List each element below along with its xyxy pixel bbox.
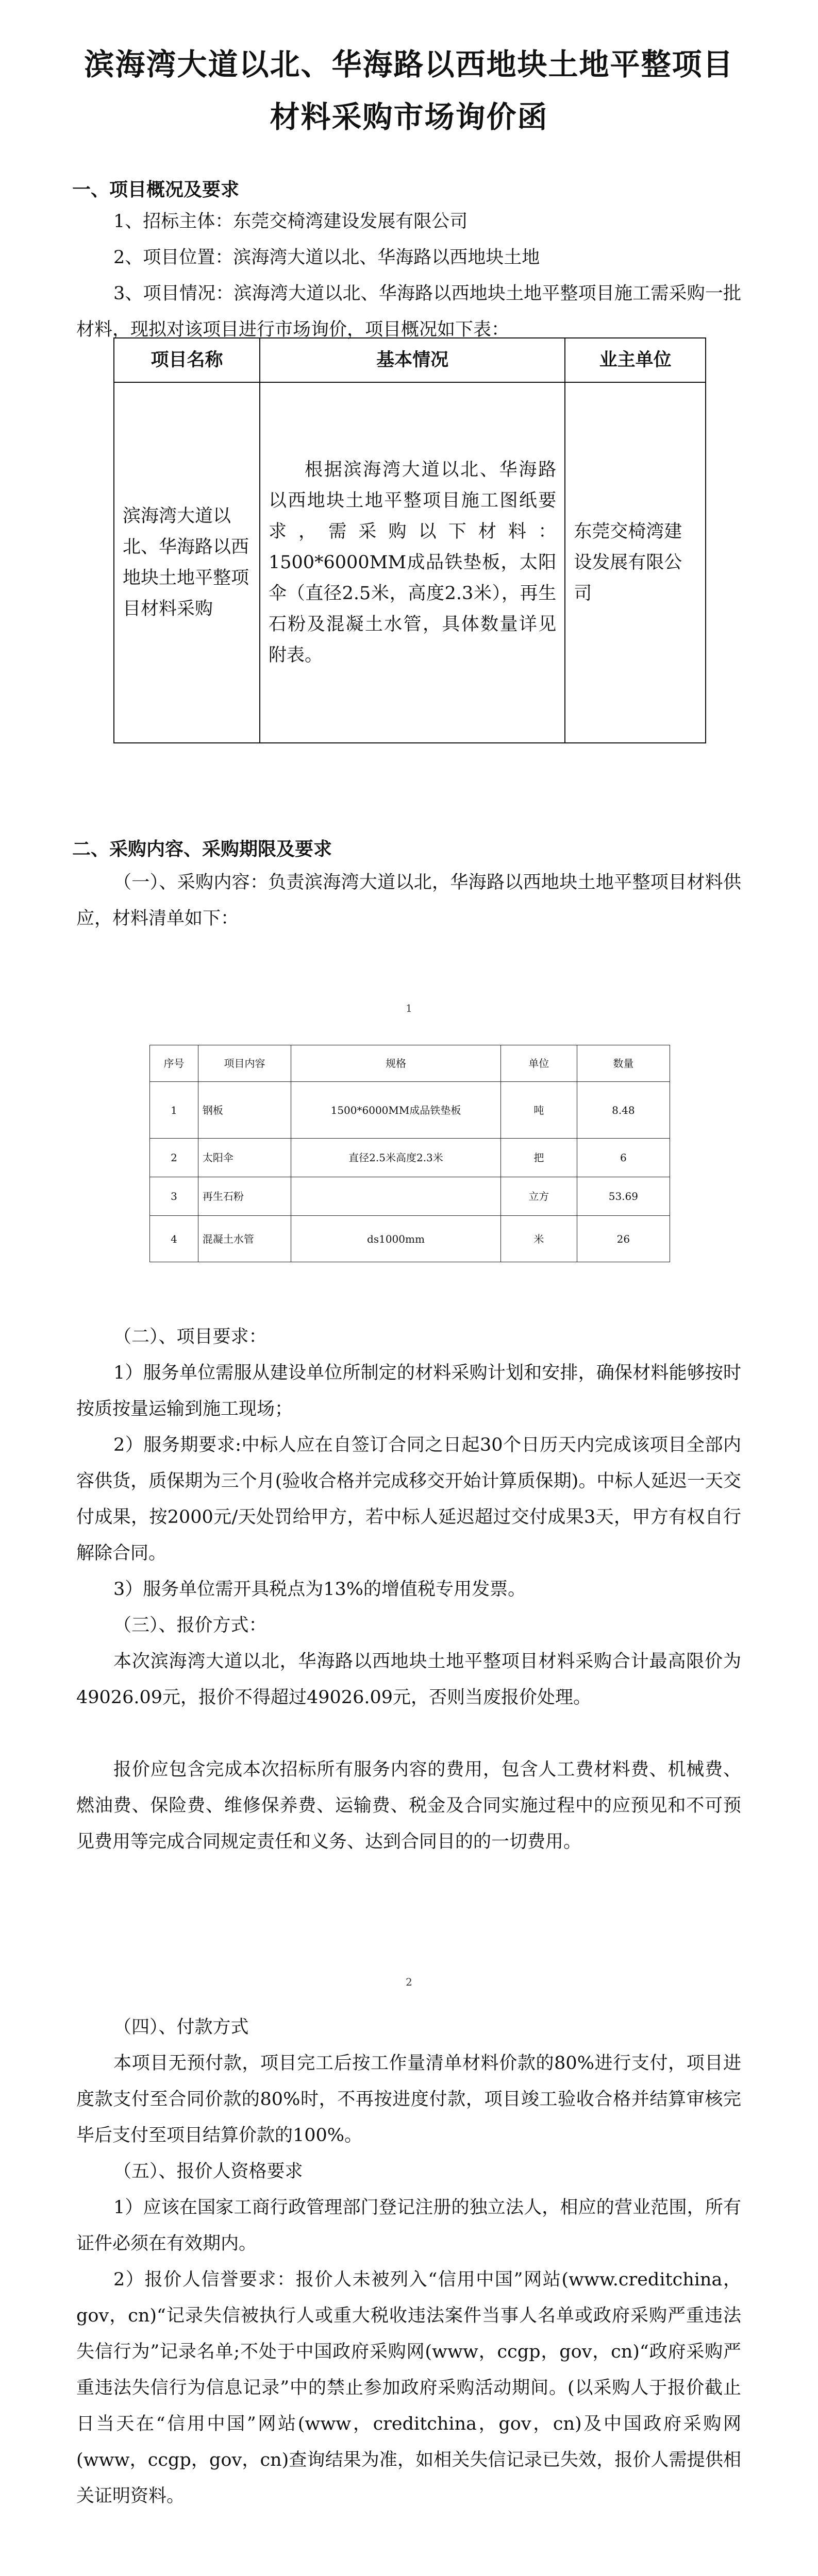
table-cell: 1 xyxy=(150,1082,198,1139)
s1-item1: 1、招标主体：东莞交椅湾建设发展有限公司 xyxy=(113,211,468,232)
material-list-table xyxy=(149,1045,670,1262)
table-header-cell: 数量 xyxy=(577,1045,670,1082)
table-cell: 4 xyxy=(150,1216,198,1262)
table-cell: 吨 xyxy=(500,1082,577,1139)
s2-requirements-heading: （二）、项目要求： xyxy=(113,1327,267,1347)
s2-qual2: 2）报价人信誉要求：报价人未被列入“信用中国”网站(www.creditchina，gov，cn)“记录失信被执行人或重大税收违法案件当事人名单或政府采购严重违法失信行为”记录名单;不处于中国政府采购网(www，ccgp，gov，cn)“政府采购严重违法失信行为信息记录”中的禁止参加政府采购活动期间。(以采购人于报价截止日当天在“信用中国”网站(www，creditchina，gov，cn)及中国政府采购网(www，ccgp，gov，cn)查询结果为准，如相关失信记录已失效，报价人需提供相关证明资料。 xyxy=(76,2269,741,2506)
section1-heading: 一、项目概况及要求 xyxy=(72,179,240,200)
table-cell: 混凝土水管 xyxy=(198,1216,291,1262)
table-cell: 钢板 xyxy=(198,1082,291,1139)
doc-title-line1: 滨海湾大道以北、华海路以西地块土地平整项目 xyxy=(84,47,734,82)
table-header-row xyxy=(114,338,706,382)
table-cell: 立方 xyxy=(500,1177,577,1216)
project-desc-cell: 根据滨海湾大道以北、华海路以西地块土地平整项目施工图纸要求，需采购以下材料：1500*6000MM成品铁垫板，太阳伞（直径2.5米，高度2.3米），再生石粉及混凝土水管，具体数量详见附表。 xyxy=(260,382,565,743)
s2-scope: （一）、采购内容：负责滨海湾大道以北，华海路以西地块土地平整项目材料供应，材料清单如下： xyxy=(76,872,741,929)
table-header-cell: 业主单位 xyxy=(565,338,706,382)
table-header-cell: 规格 xyxy=(291,1045,501,1082)
s2-quote-scope: 报价应包含完成本次招标所有服务内容的费用，包含人工费材料费、机械费、燃油费、保险费、维修保养费、运输费、税金及合同实施过程中的应预见和不可预见费用等完成合同规定责任和义务、达到合同目的的一切费用。 xyxy=(76,1759,741,1852)
project-overview-table xyxy=(113,337,706,743)
s2-payment-heading: （四）、付款方式 xyxy=(113,2017,249,2038)
table-cell: 26 xyxy=(577,1216,670,1262)
table-row xyxy=(114,382,706,743)
table-header-cell: 基本情况 xyxy=(260,338,565,382)
table-header-row xyxy=(150,1045,670,1082)
table-cell: 53.69 xyxy=(577,1177,670,1216)
table-header-cell: 序号 xyxy=(150,1045,198,1082)
s1-item3: 3、项目情况：滨海湾大道以北、华海路以西地块土地平整项目施工需采购一批材料，现拟对该项目进行市场询价，项目概况如下表： xyxy=(76,283,741,340)
s2-quote-limit: 本次滨海湾大道以北，华海路以西地块土地平整项目材料采购合计最高限价为49026.09元，报价不得超过49026.09元，否则当废报价处理。 xyxy=(76,1651,741,1708)
s2-qualification-heading: （五）、报价人资格要求 xyxy=(113,2161,303,2182)
table-header-cell: 项目内容 xyxy=(198,1045,291,1082)
table-cell: 2 xyxy=(150,1139,198,1177)
table-cell: 8.48 xyxy=(577,1082,670,1139)
table-cell: 太阳伞 xyxy=(198,1139,291,1177)
table-row xyxy=(150,1177,670,1216)
s2-quote-heading: （三）、报价方式： xyxy=(113,1615,267,1636)
table-cell: 3 xyxy=(150,1177,198,1216)
table-cell: 6 xyxy=(577,1139,670,1177)
table-cell: 直径2.5米高度2.3米 xyxy=(291,1139,501,1177)
project-name-cell: 滨海湾大道以北、华海路以西地块土地平整项目材料采购 xyxy=(114,382,260,743)
table-row xyxy=(150,1139,670,1177)
table-row xyxy=(150,1082,670,1139)
table-cell: 再生石粉 xyxy=(198,1177,291,1216)
table-cell: 把 xyxy=(500,1139,577,1177)
page-number: 2 xyxy=(406,1976,412,1988)
s2-payment-terms: 本项目无预付款，项目完工后按工作量清单材料价款的80%进行支付，项目进度款支付至合同价款的80%时，不再按进度付款，项目竣工验收合格并结算审核完毕后支付至项目结算价款的100%。 xyxy=(76,2053,741,2146)
doc-title-line2: 材料采购市场询价函 xyxy=(270,99,548,134)
table-header-cell: 单位 xyxy=(500,1045,577,1082)
s1-item2: 2、项目位置：滨海湾大道以北、华海路以西地块土地 xyxy=(113,247,540,268)
s2-qual1: 1）应该在国家工商行政管理部门登记注册的独立法人，相应的营业范围，所有证件必须在有效期内。 xyxy=(76,2197,741,2254)
table-cell: 1500*6000MM成品铁垫板 xyxy=(291,1082,501,1139)
project-owner-cell: 东莞交椅湾建设发展有限公司 xyxy=(565,382,706,743)
section2-heading: 二、采购内容、采购期限及要求 xyxy=(72,839,332,860)
s2-req2: 2）服务期要求:中标人应在自签订合同之日起30个日历天内完成该项目全部内容供货，质保期为三个月(验收合格并完成移交开始计算质保期)。中标人延迟一天交付成果，按2000元/天处罚给甲方，若中标人延迟超过交付成果3天，甲方有权自行解除合同。 xyxy=(76,1435,741,1564)
table-header-cell: 项目名称 xyxy=(114,338,260,382)
table-row xyxy=(150,1216,670,1262)
page-number: 1 xyxy=(406,1002,412,1014)
s2-req3: 3）服务单位需开具税点为13%的增值税专用发票。 xyxy=(113,1579,526,1600)
s2-req1: 1）服务单位需服从建设单位所制定的材料采购计划和安排，确保材料能够按时按质按量运输到施工现场； xyxy=(76,1363,741,1419)
table-cell: ds1000mm xyxy=(291,1216,501,1262)
table-cell xyxy=(291,1177,501,1216)
table-cell: 米 xyxy=(500,1216,577,1262)
